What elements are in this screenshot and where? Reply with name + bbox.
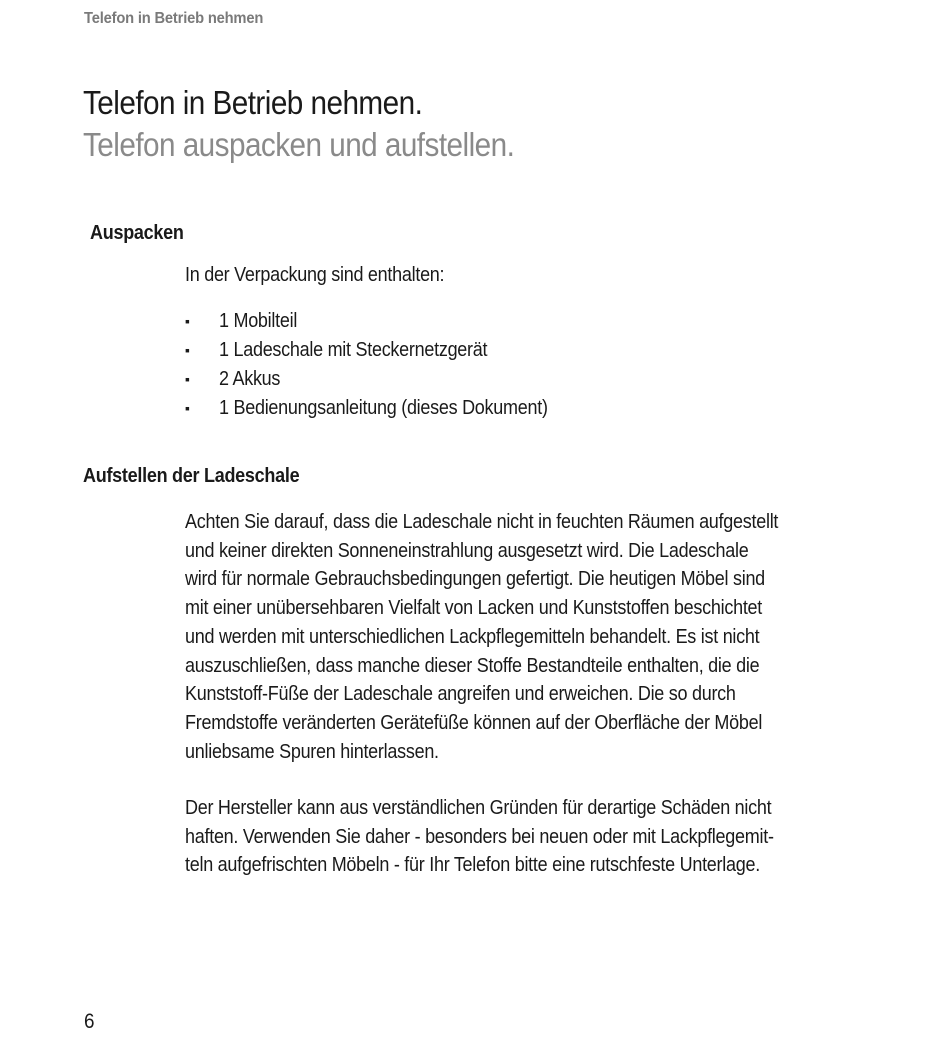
contents-intro: In der Verpackung sind enthalten: xyxy=(185,264,445,286)
page-subtitle: Telefon auspacken und aufstellen. xyxy=(83,126,515,163)
paragraph-line: Kunststoff-Füße der Ladeschale angreifen und erweichen. Die so durch xyxy=(185,683,736,706)
section-heading-aufstellen: Aufstellen der Ladeschale xyxy=(83,465,300,487)
list-item-text: 1 Bedienungsanleitung (dieses Dokument) xyxy=(219,397,548,419)
running-header: Telefon in Betrieb nehmen xyxy=(84,10,264,27)
bullet-icon: ▪ xyxy=(185,371,190,387)
paragraph-line: teln aufgefrischten Möbeln - für Ihr Telefon bitte eine rutschfeste Unterlage. xyxy=(185,854,760,877)
paragraph-line: haften. Verwenden Sie daher - besonders bei neuen oder mit Lackpflegemit- xyxy=(185,825,774,848)
paragraph-liability xyxy=(185,794,935,880)
paragraph-line: und keiner direkten Sonneneinstrahlung ausgesetzt wird. Die Ladeschale xyxy=(185,539,749,562)
list-item xyxy=(185,307,584,336)
paragraph-line: und werden mit unterschiedlichen Lackpflegemitteln behandelt. Es ist nicht xyxy=(185,625,760,648)
paragraph-line: mit einer unübersehbaren Vielfalt von Lacken und Kunststoffen beschichtet xyxy=(185,597,763,620)
list-item-text: 1 Mobilteil xyxy=(219,310,298,332)
list-item xyxy=(185,336,584,365)
bullet-icon: ▪ xyxy=(185,313,190,329)
paragraph-line: Achten Sie darauf, dass die Ladeschale nicht in feuchten Räumen aufgestellt xyxy=(185,511,779,533)
paragraph-line: wird für normale Gebrauchsbedingungen gefertigt. Die heutigen Möbel sind xyxy=(185,568,765,591)
paragraph-line: Der Hersteller kann aus verständlichen Gründen für derartige Schäden nicht xyxy=(185,797,772,819)
contents-list xyxy=(185,307,584,423)
page-number: 6 xyxy=(84,1010,95,1033)
paragraph-line: auszuschließen, dass manche dieser Stoffe Bestandteile enthalten, die die xyxy=(185,654,760,677)
page-title: Telefon in Betrieb nehmen. xyxy=(83,84,423,121)
list-item-text: 2 Akkus xyxy=(219,368,281,390)
bullet-icon: ▪ xyxy=(185,342,190,358)
bullet-icon: ▪ xyxy=(185,400,190,416)
paragraph-line: Fremdstoffe veränderten Gerätefüße können auf der Oberfläche der Möbel xyxy=(185,711,763,734)
title-block xyxy=(83,82,562,166)
paragraph-placement-warning xyxy=(185,508,935,766)
section-heading-auspacken: Auspacken xyxy=(90,222,184,244)
paragraph-line: unliebsame Spuren hinterlassen. xyxy=(185,740,439,763)
list-item xyxy=(185,394,584,423)
list-item-text: 1 Ladeschale mit Steckernetzgerät xyxy=(219,339,488,361)
list-item xyxy=(185,365,584,394)
